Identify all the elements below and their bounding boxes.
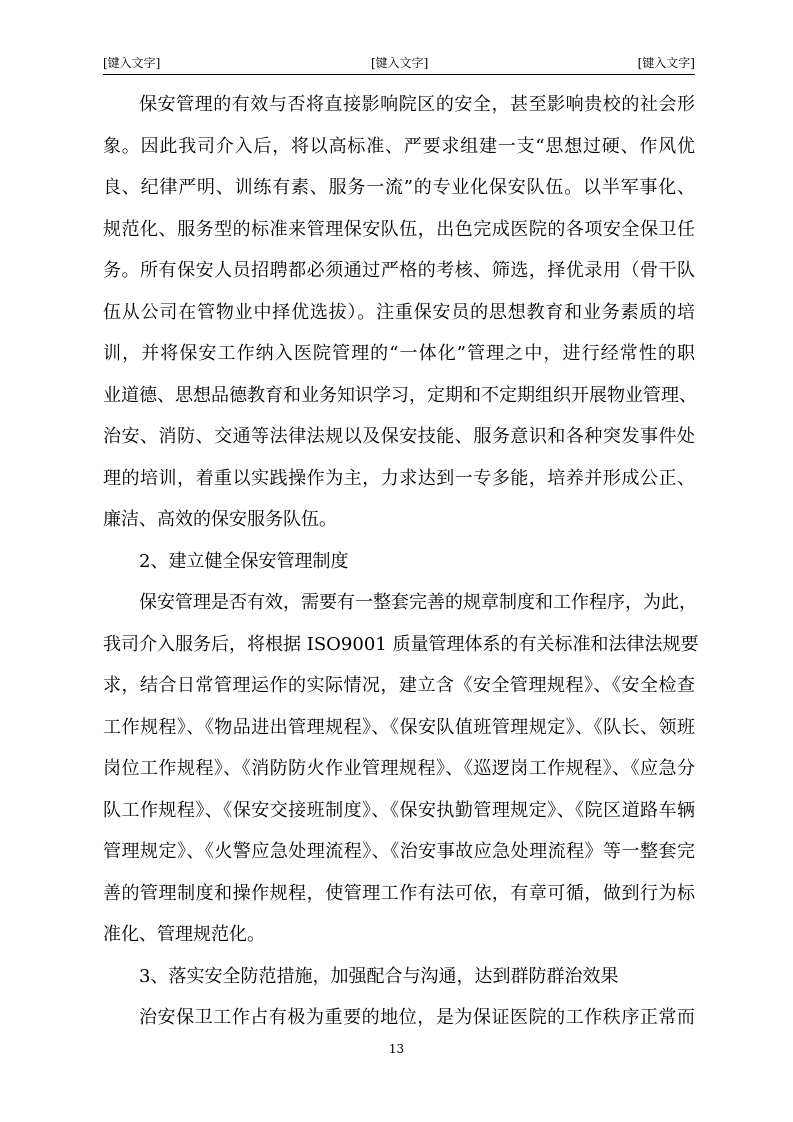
- page-header: [103, 56, 695, 75]
- paragraph-line: 工作规程》、《物品进出管理规程》、《保安队值班管理规定》、《队长、领班: [103, 716, 695, 738]
- paragraph-line: 善的管理制度和操作规程，使管理工作有法可依，有章可循，做到行为标: [103, 882, 695, 904]
- paragraph-line: 管理规定》、《火警应急处理流程》、《治安事故应急处理流程》等一整套完: [103, 841, 695, 862]
- paragraph-line: 理的培训，着重以实践操作为主，力求达到一专多能，培养并形成公正、: [103, 467, 695, 489]
- paragraph-line: 求，结合日常管理运作的实际情况，建立含《安全管理规程》、《安全检查: [103, 675, 695, 696]
- paragraph-line: 治安保卫工作占有极为重要的地位，是为保证医院的工作秩序正常而: [139, 1007, 695, 1028]
- paragraph-line: 队工作规程》、《保安交接班制度》、《保安执勤管理规定》、《院区道路车辆: [103, 799, 695, 821]
- section-heading: 2、建立健全保安管理制度: [139, 550, 349, 572]
- paragraph-line: 廉洁、高效的保安服务队伍。: [103, 509, 337, 530]
- header-center-text: [键入文字]: [371, 56, 429, 70]
- paragraph-line: 准化、管理规范化。: [103, 924, 265, 945]
- header-left-text: [键入文字]: [103, 56, 161, 70]
- paragraph-line: 伍从公司在管物业中择优选拔）。注重保安员的思想教育和业务素质的培: [103, 301, 695, 323]
- paragraph-line: 象。因此我司介入后，将以高标准、严要求组建一支“思想过硬、作风优: [103, 135, 695, 157]
- paragraph-line: 训，并将保安工作纳入医院管理的“一体化”管理之中，进行经常性的职: [103, 343, 695, 364]
- paragraph-line: 务。所有保安人员招聘都必须通过严格的考核、筛选，择优录用（骨干队: [103, 260, 695, 281]
- paragraph-line: 治安、消防、交通等法律法规以及保安技能、服务意识和各种突发事件处: [103, 426, 695, 447]
- document-body: [103, 84, 699, 1039]
- paragraph-line: 业道德、思想品德教育和业务知识学习，定期和不定期组织开展物业管理、: [103, 384, 697, 406]
- paragraph-line: 良、纪律严明、训练有素、服务一流”的专业化保安队伍。以半军事化、: [103, 177, 695, 198]
- paragraph-line: 保安管理是否有效，需要有一整套完善的规章制度和工作程序，为此，: [139, 592, 697, 613]
- paragraph-line: 我司介入服务后，将根据 ISO9001 质量管理体系的有关标准和法律法规要: [103, 633, 699, 655]
- paragraph-line: 岗位工作规程》、《消防防火作业管理规程》、《巡逻岗工作规程》、《应急分: [103, 758, 695, 779]
- paragraph-line: 保安管理的有效与否将直接影响院区的安全，甚至影响贵校的社会形: [139, 94, 695, 115]
- section-heading: 3、落实安全防范措施，加强配合与沟通，达到群防群治效果: [139, 965, 619, 987]
- header-right-text: [键入文字]: [637, 56, 695, 70]
- paragraph-line: 规范化、服务型的标准来管理保安队伍，出色完成医院的各项安全保卫任: [103, 218, 695, 240]
- page-number: 13: [388, 1042, 405, 1056]
